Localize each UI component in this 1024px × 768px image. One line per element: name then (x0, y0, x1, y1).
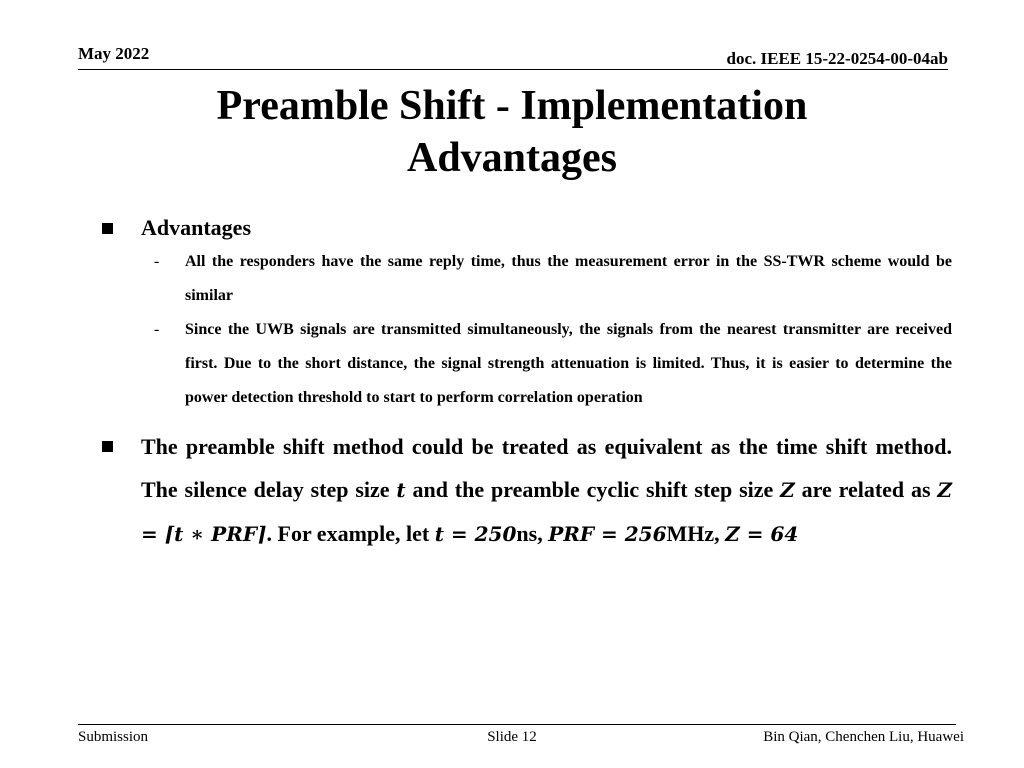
list-item-text: All the responders have the same reply time, thus the measurement error in the SS-TWR scheme would be similar (185, 253, 952, 304)
footer-rule (78, 724, 956, 725)
slide-title (80, 80, 944, 184)
title-line-2: Advantages (406, 135, 618, 181)
bullet-preamble-shift (102, 425, 952, 556)
text-segment: . For example, let (266, 521, 435, 546)
footer-slide-number: Slide 12 (487, 729, 537, 745)
dash-bullet: - (154, 253, 160, 270)
square-bullet-icon (102, 223, 113, 234)
unit-ns: ns, (516, 521, 549, 546)
unit-mhz: MHz, (666, 521, 726, 546)
dash-bullet: - (154, 321, 160, 338)
header-doc-id: doc. IEEE 15-22-0254-00-04ab (726, 49, 948, 68)
math-formula: Z = ⌈t ∗ PRF⌉ (141, 478, 952, 546)
slide-content (102, 211, 952, 556)
math-t-value: t = 250 (434, 522, 517, 546)
header-date: May 2022 (78, 44, 150, 63)
footer-authors: Bin Qian, Chenchen Liu, Huawei (763, 729, 964, 745)
math-z-value: Z = 64 (725, 522, 799, 546)
math-var-t: t (396, 478, 406, 502)
list-item (102, 245, 952, 313)
list-item (102, 313, 952, 415)
title-line-1: Preamble Shift - Implementation (216, 83, 808, 129)
math-var-z: Z (780, 478, 795, 502)
text-segment: and the preamble cyclic shift step size (405, 477, 781, 502)
advantages-list (102, 245, 952, 415)
text-segment: The preamble shift method could be treated as equivalent as the time shift method. The silence delay step size (141, 434, 952, 502)
list-item-text: Since the UWB signals are transmitted simultaneously, the signals from the nearest transmitter are received first. Due to the short distance, the signal strength attenuation is limited. Thus, it is easier to determine the power detection threshold to start to perform correlation operation (185, 321, 952, 406)
bullet-advantages (102, 211, 952, 245)
header-rule (78, 69, 948, 70)
square-bullet-icon (102, 441, 113, 452)
math-prf-value: PRF = 256 (548, 522, 667, 546)
bullet-advantages-label: Advantages (141, 215, 252, 240)
footer-submission: Submission (78, 729, 149, 745)
text-segment: are related as (794, 477, 938, 502)
bullet-preamble-shift-text (141, 425, 952, 556)
